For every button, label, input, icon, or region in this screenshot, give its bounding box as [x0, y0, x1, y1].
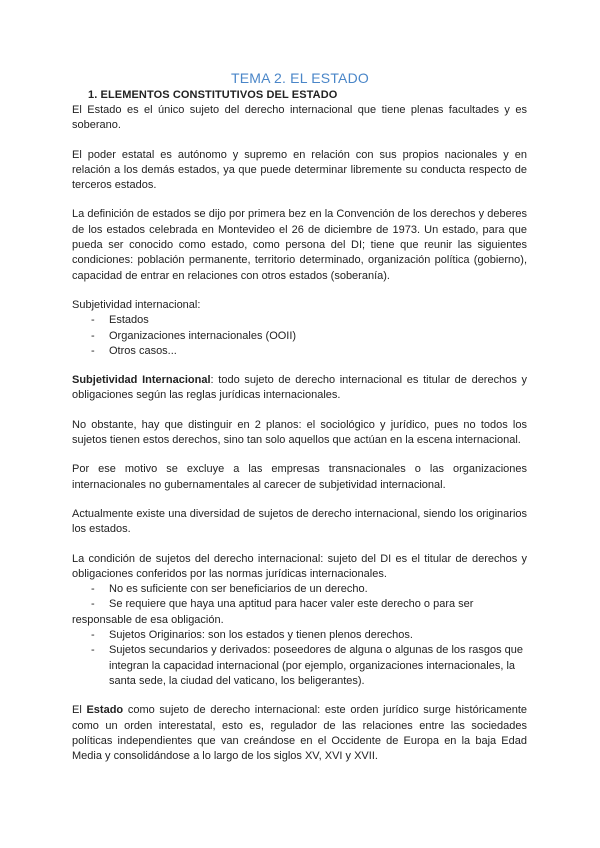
- paragraph-2: El poder estatal es autónomo y supremo en relación con sus propios nacionales y en relación a los demás estados, ya que puede determinar libremente su conducta respecto de terceros estados.: [72, 148, 527, 192]
- paragraph-4-text: : todo sujeto de derecho internacional es titular de derechos y obligaciones según las reglas jurídicas internacionales.: [72, 374, 527, 402]
- document-body: [72, 103, 527, 778]
- list-item: - Sujetos secundarios y derivados: poseedores de alguna o algunas de los rasgos que integran la capacidad internacional (por ejemplo, organizaciones internacionales, la santa sede, la ciudad del vaticano, los beligerantes).: [72, 643, 527, 689]
- section-heading: 1. ELEMENTOS CONSTITUTIVOS DEL ESTADO: [88, 89, 338, 101]
- paragraph-9: [72, 703, 527, 764]
- paragraph-3: La definición de estados se dijo por primera bez en la Convención de los derechos y deberes de los estados celebrada en Montevideo el 26 de diciembre de 1973. Un estado, para que pueda ser conocido como estado, como persona del DI; tiene que reunir las siguientes condiciones: población permanente, territorio determinado, organización política (gobierno), capacidad de entrar en relaciones con otros estados (soberanía).: [72, 208, 527, 282]
- list-item: - Otros casos...: [72, 344, 527, 359]
- paragraph-1: El Estado es el único sujeto del derecho internacional que tiene plenas facultades y es soberano.: [72, 104, 527, 132]
- document-title: TEMA 2. EL ESTADO: [231, 70, 369, 86]
- list-intro: Subjetividad internacional:: [72, 298, 201, 311]
- list-item: - Organizaciones internacionales (OOII): [72, 329, 527, 344]
- paragraph-8: La condición de sujetos del derecho internacional: sujeto del DI es el titular de derechos y obligaciones conferidos por las normas jurídicas internacionales.: [72, 552, 527, 580]
- bold-term: Subjetividad Internacional: [72, 374, 211, 387]
- list-item: - Se requiere que haya una aptitud para hacer valer este derecho o para ser responsable de esa obligación.: [72, 597, 527, 628]
- list-item: - Sujetos Originarios: son los estados y tienen plenos derechos.: [72, 628, 527, 643]
- paragraph-4: [72, 373, 527, 404]
- bold-term: Estado: [86, 704, 124, 717]
- subjects-list: [72, 313, 527, 359]
- paragraph-9-text: como sujeto de derecho internacional: este orden jurídico surge históricamente como un orden interestatal, esto es, regulador de las relaciones entre las sociedades políticas independientes que van creándose en el Occidente de Europa en la baja Edad Media y consolidándose a lo largo de los siglos XV, XVI y XVII.: [72, 704, 527, 763]
- paragraph-9-pre: El: [72, 704, 87, 717]
- paragraph-5: No obstante, hay que distinguir en 2 planos: el sociológico y jurídico, pues no todos los sujetos tienen estos derechos, sino tan solo aquellos que actúan en la escena internacional.: [72, 418, 527, 447]
- paragraph-6: Por ese motivo se excluye a las empresas transnacionales o las organizaciones internacionales no gubernamentales al carecer de subjetividad internacional.: [72, 463, 527, 491]
- paragraph-7: Actualmente existe una diversidad de sujetos de derecho internacional, siendo los originarios los estados.: [72, 507, 527, 536]
- list-item: - Estados: [72, 313, 527, 328]
- conditions-list: [72, 582, 527, 689]
- list-item: - No es suficiente con ser beneficiarios de un derecho.: [72, 582, 527, 597]
